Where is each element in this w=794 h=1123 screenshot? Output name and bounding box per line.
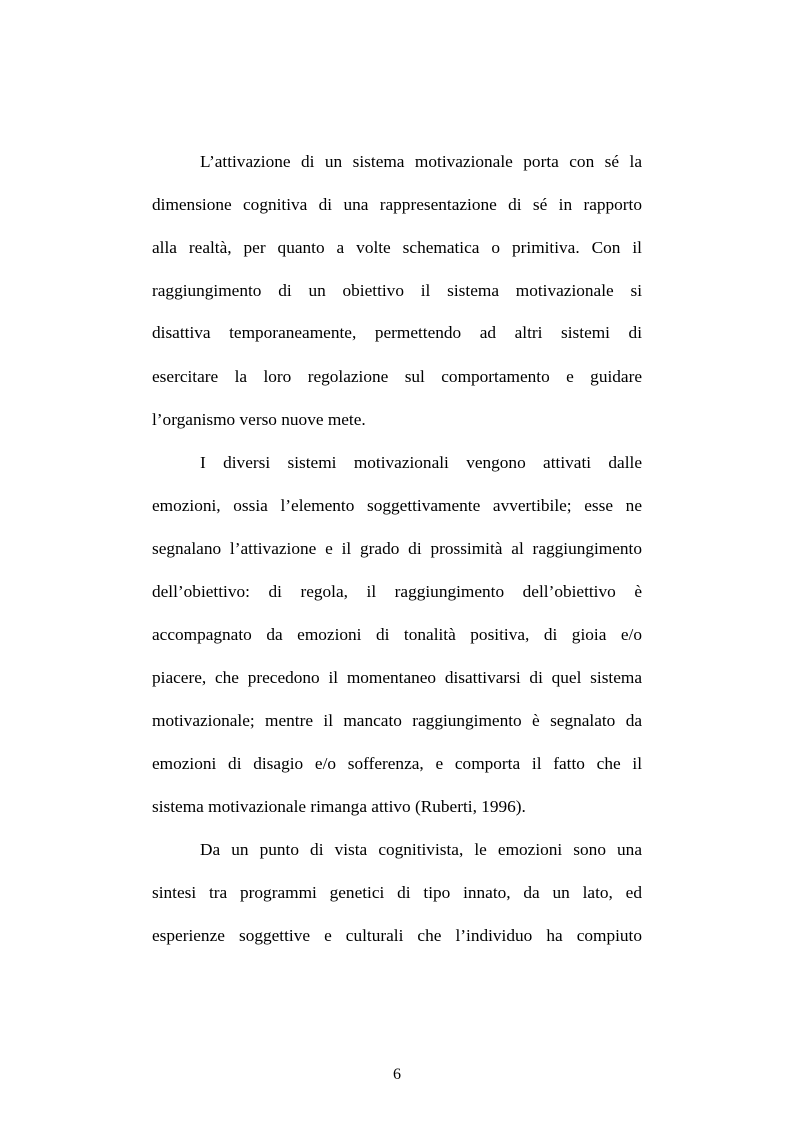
text-line: raggiungimento di un obiettivo il sistema motivazionale si bbox=[152, 281, 642, 300]
text-line: segnalano l’attivazione e il grado di prossimità al raggiungimento bbox=[152, 539, 642, 558]
text-line: dell’obiettivo: di regola, il raggiungimento dell’obiettivo è bbox=[152, 582, 642, 601]
text-line: esperienze soggettive e culturali che l’individuo ha compiuto bbox=[152, 926, 642, 945]
text-line: L’attivazione di un sistema motivazionale porta con sé la bbox=[200, 152, 642, 171]
text-line: sintesi tra programmi genetici di tipo innato, da un lato, ed bbox=[152, 883, 642, 902]
text-line: I diversi sistemi motivazionali vengono attivati dalle bbox=[200, 453, 642, 472]
text-line: disattiva temporaneamente, permettendo ad altri sistemi di bbox=[152, 323, 642, 342]
text-line: emozioni, ossia l’elemento soggettivamente avvertibile; esse ne bbox=[152, 496, 642, 515]
text-line: emozioni di disagio e/o sofferenza, e comporta il fatto che il bbox=[152, 754, 642, 773]
text-line: dimensione cognitiva di una rappresentazione di sé in rapporto bbox=[152, 195, 642, 214]
text-line: esercitare la loro regolazione sul comportamento e guidare bbox=[152, 367, 642, 386]
text-line: accompagnato da emozioni di tonalità positiva, di gioia e/o bbox=[152, 625, 642, 644]
page-number: 6 bbox=[393, 1066, 401, 1083]
text-line: Da un punto di vista cognitivista, le emozioni sono una bbox=[200, 840, 642, 859]
text-line: alla realtà, per quanto a volte schematica o primitiva. Con il bbox=[152, 238, 642, 257]
text-line: sistema motivazionale rimanga attivo (Ruberti, 1996). bbox=[152, 797, 526, 816]
text-line: motivazionale; mentre il mancato raggiungimento è segnalato da bbox=[152, 711, 642, 730]
text-line: piacere, che precedono il momentaneo disattivarsi di quel sistema bbox=[152, 668, 642, 687]
text-line: l’organismo verso nuove mete. bbox=[152, 410, 366, 429]
